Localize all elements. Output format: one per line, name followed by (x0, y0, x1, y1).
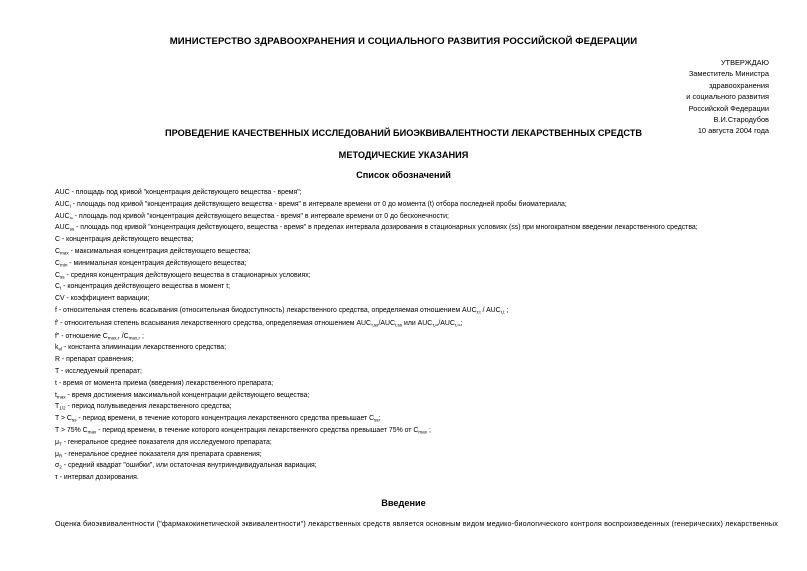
approval-line: УТВЕРЖДАЮ (720, 58, 769, 67)
introduction-heading: Введение (381, 498, 426, 508)
definition-row: f" - отношение $C_{max,т}$ $/C_{max,r}$ ; (55, 332, 144, 341)
definition-row: T - исследуемый препарат; (55, 367, 142, 375)
approval-line: В.И.Стародубов (713, 115, 769, 125)
definition-row: R - препарат сравнения; (55, 356, 134, 364)
abbreviations-heading: Список обозначений (356, 170, 451, 180)
definition-row: $T > C_{ss}$ - период времени, в течение которого концентрация лекарственного средства превышает $C_{ss}$; (55, 415, 381, 423)
definition-row: $\mu_R$ - генеральное среднее показателя для препарата сравнения; (55, 450, 262, 459)
approval-block (569, 57, 769, 137)
definition-row: CV - коэффициент вариации; (55, 295, 150, 303)
definition-row: T > 75% $C_{max}$ - период времени, в течение которого концентрация лекарственного средства превышает 75% от $C_{max}$ ; (55, 426, 431, 435)
definitions-list (55, 187, 770, 484)
approval-line: Российской Федерации (688, 103, 769, 113)
definition-row: $\sigma_2$ - средний квадрат "ошибки", или остаточная внутрииндивидуальная вариация; (55, 462, 317, 470)
approval-line: 10 августа 2004 года (697, 126, 769, 136)
approval-line: и социального развития (686, 92, 769, 102)
definition-row: AUC - площадь под кривой "концентрация действующего вещества - время"; (55, 189, 302, 196)
definition-row: $C_{max}$ - максимальная концентрация действующего вещества; (55, 247, 251, 256)
ministry-header: МИНИСТЕРСТВО ЗДРАВООХРАНЕНИЯ И СОЦИАЛЬНОГО РАЗВИТИЯ РОССИЙСКОЙ ФЕДЕРАЦИИ (169, 36, 638, 47)
definition-row: $t_{max}$ - время достижения максимальной концентрации действующего вещества; (55, 391, 310, 400)
definition-row: t - время от момента приема (введения) лекарственного препарата; (55, 379, 274, 387)
definition-row: τ - интервал дозирования. (55, 474, 139, 482)
document-title: ПРОВЕДЕНИЕ КАЧЕСТВЕННЫХ ИССЛЕДОВАНИЙ БИОЭКВИВАЛЕНТНОСТИ ЛЕКАРСТВЕННЫХ СРЕДСТВ (164, 128, 643, 138)
definition-row: $T_{1/2}$ - период полувыведения лекарственного средства; (55, 403, 232, 411)
definition-row: f' - относительная степень всасывания лекарственного средства, определяемая отношением $AUC_{т,ss}/AUC_{r,ss}$ или $AUC_{т,\infty}/AUC_{r,\infty}$; (55, 319, 463, 328)
definition-row: $AUC_\infty$ - площадь под кривой "концентрация действующего вещества - время" в интервале времени от 0 до бесконечности; (55, 212, 449, 221)
definition-row: f - относительная степень всасывания (относительная биодоступность) лекарственного средства, определяемая отношением $AUC_{т,t} / AUC_{r,t}$ ; (55, 306, 509, 315)
definition-row: $AUC_t$ - площадь под кривой "концентрация действующего вещества - время" в интервале времени от 0 до момента (t) отбора последней пробы биоматериала; (55, 200, 567, 209)
definition-row: $C_{ss}$ - средняя концентрация действующего вещества в стационарных условиях; (55, 271, 311, 280)
approval-line: здравоохранения (708, 80, 769, 90)
definition-row: $k_{el}$ - константа элиминации лекарственного средства; (55, 344, 227, 352)
approval-line: Заместитель Министра (688, 69, 769, 79)
definition-row: $C_{min}$ - минимальная концентрация действующего вещества; (55, 259, 247, 268)
introduction-paragraph: Оценка биоэквивалентности ("фармакокинетической эквивалентности") лекарственных средств является основным видом медико-биологического контроля воспроизведенных (генерических) лекарственных (55, 519, 778, 528)
definition-row: $AUC_{ss}$ - площадь под кривой "концентрация действующего, вещества - время" в пределах интервала дозирования в стационарных условиях (ss) при многократном введении лекарственного средства; (55, 224, 698, 232)
definition-row: C - концентрация действующего вещества; (55, 236, 194, 244)
definition-row: $\mu_T$ - генеральное среднее показателя для исследуемого препарата; (55, 438, 272, 447)
definition-row: $C_t$ - концентрация действующего вещества в момент t; (55, 283, 231, 291)
document-subtitle: МЕТОДИЧЕСКИЕ УКАЗАНИЯ (338, 150, 469, 160)
